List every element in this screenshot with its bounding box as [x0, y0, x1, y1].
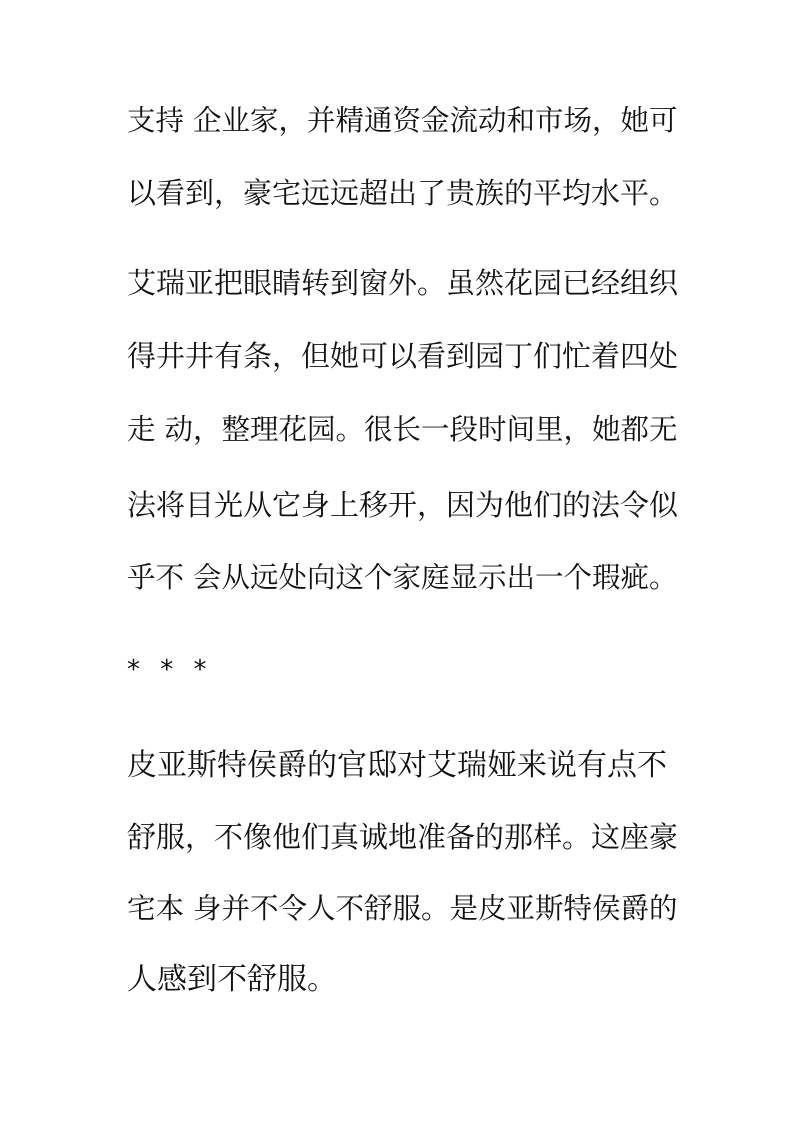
paragraph-1-line-2: 以看到，豪宅远远超出了贵族的平均水平。 — [127, 176, 679, 210]
paragraph-3-line-1: 皮亚斯特侯爵的官邸对艾瑞娅来说有点不 — [127, 748, 667, 783]
scene-break: * * * — [127, 655, 213, 685]
paragraph-2-line-5: 乎不 会从远处向这个家庭显示出一个瑕疵。 — [127, 561, 678, 594]
paragraph-3-line-4: 人感到不舒服。 — [127, 962, 337, 997]
paragraph-2-line-4: 法将目光从它身上移开，因为他们的法令似 — [127, 488, 679, 522]
paragraph-2-line-1: 艾瑞亚把眼睛转到窗外。虽然花园已经组织 — [127, 266, 679, 300]
paragraph-2-line-3: 走 动，整理花园。很长一段时间里，她都无 — [127, 413, 678, 446]
paragraph-2-line-2: 得井井有条，但她可以看到园丁们忙着四处 — [127, 339, 679, 373]
paragraph-3-line-3: 宅本 身并不令人不舒服。是皮亚斯特侯爵的 — [127, 892, 678, 925]
paragraph-1-line-1: 支持 企业家，并精通资金流动和市场，她可 — [127, 104, 678, 137]
paragraph-3-line-2: 舒服，不像他们真诚地准备的那样。这座豪 — [127, 820, 679, 854]
